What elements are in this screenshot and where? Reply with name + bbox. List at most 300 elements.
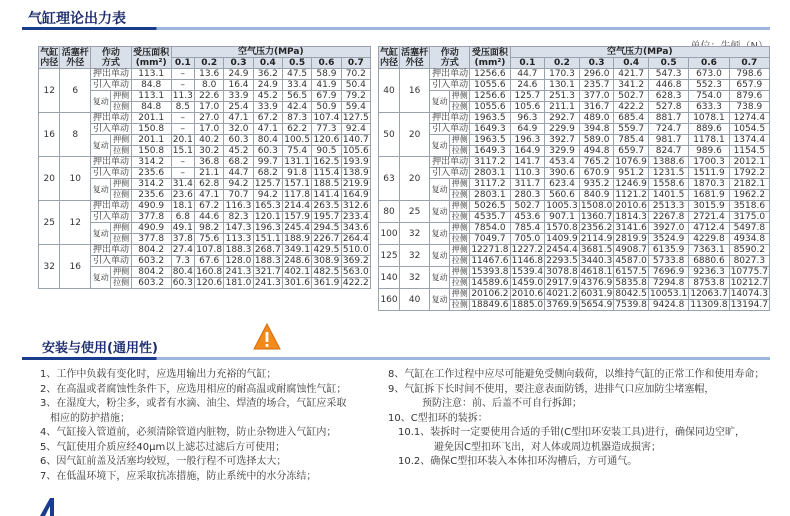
side-cell: 拉侧 [111,146,131,157]
force-value-cell: 453.4 [545,157,580,168]
force-value-cell: 2182.1 [729,179,769,190]
force-value-cell: 47.1 [253,124,282,135]
force-value-cell: 3175.0 [729,212,769,223]
side-cell: 拉侧 [450,278,470,289]
area-cell: 150.8 [131,124,171,135]
force-value-cell: 90.5 [312,146,341,157]
force-value-cell: 2454.4 [546,245,578,255]
force-value-cell: 989.6 [689,146,729,157]
area-cell: 201.1 [131,113,171,124]
force-value-cell: 91.8 [282,168,311,179]
force-value-cell: 312.6 [342,201,369,211]
area-cell: 1055.6 [470,80,510,91]
force-value-cell: 2293.5 [546,256,578,266]
rod-cell: 12 [60,201,91,245]
area-cell: 235.6 [131,168,171,179]
area-cell: 1649.3 [470,124,510,135]
force-value-cell: 1700.3 [689,157,729,168]
force-value-cell: 2917.9 [546,278,578,288]
force-value-cell: 1539.4 [511,267,544,277]
force-value-cell: 935.2 [579,179,614,190]
rod-cell: 20 [400,113,430,157]
force-value-cell: 1154.5 [729,146,769,157]
force-value-cell: 41.9 [312,80,341,91]
table-row [379,157,770,168]
force-value-cell: 44.7 [510,69,545,80]
force-value-cell: – [171,69,194,80]
header-mode-line: 方式 [440,57,459,68]
force-value-cell: 1231.5 [648,168,688,179]
force-value-cell: – [171,124,194,135]
force-value-cell: 193.9 [342,157,369,167]
force-value-cell: 96.3 [510,113,545,124]
side-cell: 拉侧 [450,102,470,113]
side-cell: 拉侧 [111,278,131,289]
force-value-cell: 9424.8 [648,300,688,311]
force-value-cell: 1360.7 [580,212,613,222]
notes-left [40,368,370,484]
force-value-cell: 11309.8 [690,300,728,310]
force-value-cell: 36.2 [253,69,282,80]
force-value-cell: 94.2 [253,190,282,201]
table-row [379,69,770,80]
note-item: 6、因气缸前盖及活塞均较短，一般行程不可选择太大； [40,456,287,467]
force-value-cell: 30.2 [195,146,224,157]
rod-cell: 6 [60,69,91,113]
force-value-cell: 2267.8 [648,212,688,223]
area-cell: 1649.3 [470,146,510,157]
force-value-cell: 60.3 [224,135,253,146]
force-value-cell: 7294.8 [648,278,688,289]
mode-group-cell: 复动 [430,267,450,289]
force-value-cell: 27.0 [195,113,224,124]
side-cell: 拉侧 [450,256,470,267]
force-value-cell: 164.9 [342,190,369,200]
area-cell: 12271.8 [471,245,509,255]
bore-cell: 25 [39,201,60,245]
force-value-cell: 3078.8 [546,267,578,277]
side-cell: 拉侧 [450,146,470,157]
force-value-cell: 1146.8 [511,256,544,266]
rod-cell: 32 [400,267,430,289]
force-value-cell: 233.4 [342,212,369,222]
header-rod-line: 外径 [66,57,85,68]
area-cell: 1055.6 [470,102,510,113]
header-rod-line: 活塞杆 [401,47,429,58]
force-value-cell: 6031.9 [580,289,613,299]
force-value-cell: 33.9 [224,91,253,102]
force-value-cell: 120.1 [254,212,281,222]
force-value-cell: 2513.3 [648,201,688,212]
force-value-cell: 8.5 [171,102,194,113]
area-cell: 1256.6 [470,91,510,102]
area-cell: 490.9 [131,201,171,212]
header-pressure-value: 0.1 [171,58,194,69]
force-value-cell: 8027.3 [729,256,769,267]
force-value-cell: 110.3 [510,168,545,179]
side-cell: 拉侧 [450,190,470,201]
force-value-cell: 157.9 [284,212,310,222]
force-value-cell: 15.1 [172,146,193,156]
force-value-cell: 37.8 [172,234,193,244]
force-value-cell: 765.2 [579,157,614,168]
force-value-cell: 3440.3 [580,256,613,266]
force-value-cell: 547.3 [648,69,688,80]
mode-group-cell: 复动 [91,267,111,289]
force-value-cell: 3769.9 [546,300,578,310]
bore-cell: 50 [379,113,400,157]
table-row [379,245,770,256]
bore-cell: 140 [379,267,400,289]
mode-group-cell: 复动 [430,245,450,267]
side-cell: 拉侧 [111,234,131,245]
force-value-cell: 42.4 [282,102,311,113]
force-value-cell: 657.9 [729,80,769,91]
header-bore-line: 气缸 [40,47,59,58]
mode-cell: 押出单动 [430,69,470,80]
side-cell: 拉侧 [450,212,470,223]
header-bore [379,47,400,69]
force-value-cell: 559.7 [614,124,649,135]
force-value-cell: 1178.1 [689,135,729,146]
force-value-cell: 5497.8 [729,223,769,234]
force-value-cell: 7.3 [171,256,194,267]
header-row [39,47,371,58]
bore-cell: 40 [379,69,400,113]
force-value-cell: 120.6 [196,278,223,288]
force-value-cell: 981.7 [648,135,688,146]
area-cell: 2803.1 [470,168,510,179]
table-row [379,124,770,135]
force-value-cell: 248.6 [284,256,310,266]
header-rod [60,47,91,69]
force-value-cell: 62.2 [282,124,311,135]
title-underline [22,27,770,30]
force-value-cell: 3015.9 [689,201,729,212]
force-value-cell: 13.6 [195,69,224,80]
force-value-cell: 429.5 [313,245,340,255]
header-rod-line: 外径 [405,57,424,68]
header-pressure-value: 0.7 [729,58,769,69]
force-value-cell: 165.3 [254,201,281,211]
force-value-cell: 633.3 [689,102,729,113]
force-value-cell: 5733.8 [648,256,688,267]
force-value-cell: 67.2 [195,201,224,212]
force-value-cell: 422.2 [614,102,649,113]
force-value-cell: 50.4 [341,80,370,91]
rod-cell: 32 [400,245,430,267]
mode-group-cell: 复动 [430,223,450,245]
force-value-cell: 563.0 [342,267,369,277]
note-item: 4、气缸接入管道前，必须清除管道内脏物，防止杂物进入气缸内； [40,427,337,438]
side-cell: 拉侧 [450,300,470,311]
force-table-right [378,46,770,311]
table-row [39,113,371,124]
force-value-cell: 7539.8 [615,300,647,310]
force-value-cell: 738.9 [729,102,769,113]
area-cell: 377.8 [131,212,171,223]
force-value-cell: 241.3 [254,278,281,288]
force-value-cell: 628.3 [648,91,688,102]
force-value-cell: 1870.3 [689,179,729,190]
area-cell: 7049.7 [470,234,510,245]
force-value-cell: 4908.7 [615,245,647,255]
force-value-cell: 1121.2 [615,190,647,200]
force-value-cell: 754.0 [689,91,729,102]
rod-cell: 10 [60,157,91,201]
force-value-cell: 329.9 [545,146,580,157]
force-value-cell: 125.7 [254,179,281,189]
side-cell: 押侧 [111,135,131,146]
force-value-cell: 1076.9 [615,157,647,167]
area-cell: 113.1 [131,69,171,80]
mode-group-cell: 复动 [91,179,111,201]
force-value-cell: 226.7 [313,234,340,244]
force-value-cell: 1409.9 [546,234,578,244]
force-value-cell: 125.7 [510,91,545,102]
force-value-cell: 392.7 [545,135,580,146]
header-pressure-value: 0.2 [195,58,224,69]
force-value-cell: 11.3 [172,91,193,101]
force-value-cell: 1274.4 [729,113,769,124]
force-value-cell: 245.4 [284,223,310,233]
side-cell: 押侧 [450,135,470,146]
mode-cell: 押出单动 [91,157,132,168]
force-value-cell: 64.9 [510,124,545,135]
force-value-cell: 6157.5 [615,267,647,277]
force-value-cell: 195.7 [313,212,340,222]
force-value-cell: 3518.6 [729,201,769,212]
area-cell: 4535.7 [470,212,510,223]
title-bar [22,8,770,30]
force-value-cell: 8590.2 [729,245,769,256]
force-value-cell: 120.6 [313,135,340,145]
bore-cell: 80 [379,201,400,223]
force-value-cell: 241.3 [225,267,252,277]
force-value-cell: 3524.9 [648,234,688,245]
mode-group-cell: 复动 [430,91,450,113]
brand-logo-icon [38,496,58,516]
note-item: 1、工作中负载有变化时，应选用输出力充裕的气缸； [40,369,277,380]
mode-cell: 引入单动 [91,124,132,135]
force-value-cell: 22.6 [195,91,224,102]
force-value-cell: 4229.8 [689,234,729,245]
force-value-cell: 47.5 [282,69,311,80]
bore-cell: 63 [379,157,400,201]
force-value-cell: 3681.5 [580,245,613,255]
force-value-cell: 422.2 [342,278,369,288]
mode-group-cell: 复动 [91,91,111,113]
force-value-cell: 188.5 [313,179,340,189]
header-pressure: 空气压力(MPa) [171,47,370,58]
area-cell: 3117.2 [470,157,510,168]
force-value-cell: 9236.3 [689,267,729,278]
header-pressure-value: 0.4 [253,58,282,69]
force-value-cell: 1374.4 [729,135,769,146]
bore-cell: 32 [39,245,60,289]
force-value-cell: 321.7 [254,267,281,277]
force-value-cell: 798.6 [729,69,769,80]
area-cell: 84.8 [131,80,171,91]
header-bore [39,47,60,69]
force-value-cell: 489.0 [579,113,614,124]
side-cell: 拉侧 [111,190,131,201]
force-value-cell: 251.3 [545,91,580,102]
force-value-cell: 87.3 [282,113,311,124]
force-value-cell: 25.4 [224,102,253,113]
area-cell: 804.2 [131,245,171,256]
force-value-cell: 36.8 [195,157,224,168]
force-value-cell: 268.7 [254,245,281,255]
force-value-cell: 2819.9 [615,234,647,244]
force-value-cell: 181.0 [225,278,252,288]
force-value-cell: 560.6 [545,190,580,201]
note-item-continued: 预防注意：前、后盖不可自行拆卸； [422,398,582,409]
force-value-cell: 502.7 [510,201,545,212]
force-value-cell: 394.8 [579,124,614,135]
force-value-cell: 157.1 [284,179,310,189]
force-value-cell: 552.3 [689,80,729,91]
mode-cell: 引入单动 [91,256,132,267]
force-value-cell: 33.9 [253,102,282,113]
force-value-cell: 235.7 [579,80,614,91]
force-value-cell: 23.6 [172,190,193,200]
area-cell: 2803.1 [470,190,510,201]
rod-cell: 32 [400,223,430,245]
header-pressure-value: 0.5 [282,58,311,69]
force-value-cell: 670.9 [579,168,614,179]
mode-cell: 引入单动 [91,212,132,223]
force-value-cell: 402.1 [284,267,310,277]
side-cell: 押侧 [450,289,470,300]
force-value-cell: 113.3 [225,234,252,244]
force-value-cell: 10775.7 [730,267,768,277]
table-row [379,113,770,124]
area-cell: 603.2 [131,256,171,267]
side-cell: 押侧 [450,91,470,102]
force-value-cell: 1814.3 [615,212,647,222]
force-value-cell: 1570.8 [546,223,578,233]
force-value-cell: 80.4 [172,267,193,277]
force-value-cell: 164.9 [510,146,545,157]
force-value-cell: 361.9 [313,278,340,288]
force-value-cell: 141.4 [313,190,340,200]
force-value-cell: 1885.0 [511,300,544,310]
force-value-cell: 50.9 [312,102,341,113]
force-value-cell: 99.7 [253,157,282,168]
force-value-cell: 494.8 [579,146,614,157]
force-value-cell: 659.7 [614,146,649,157]
area-cell: 235.6 [131,190,171,201]
force-value-cell: 589.0 [579,135,614,146]
force-value-cell: 377.0 [579,91,614,102]
note-item: 2、在高温或者腐蚀性条件下，应选用相应的耐高温或耐腐蚀性气缸； [40,383,347,395]
header-bore-line: 内径 [380,57,399,68]
force-value-cell: 107.4 [313,113,340,123]
force-value-cell: 311.7 [510,179,545,190]
side-cell: 押侧 [450,179,470,190]
mode-cell: 引入单动 [91,80,132,91]
table-row [379,179,770,190]
force-value-cell: 17.0 [195,124,224,135]
force-value-cell: 1792.2 [729,168,769,179]
area-cell: 14589.6 [471,278,509,288]
area-cell: 314.2 [131,157,171,168]
area-cell: 377.8 [131,234,171,245]
area-cell: 603.2 [131,278,171,289]
header-pressure-value: 0.1 [510,58,545,69]
force-value-cell: 70.7 [224,190,253,201]
header-pressure: 空气压力(MPa) [510,47,769,58]
force-value-cell: 1459.0 [511,278,544,288]
force-value-cell: 6880.6 [689,256,729,267]
table-row [39,245,371,256]
force-value-cell: 188.3 [254,256,281,266]
force-value-cell: 105.6 [342,146,369,156]
force-table-left [38,46,371,289]
mode-cell: 引入单动 [91,168,132,179]
area-cell: 314.2 [131,179,171,190]
header-mode [430,47,470,69]
force-value-cell: 16.4 [224,80,253,91]
force-value-cell: 162.5 [313,157,340,167]
rod-cell: 16 [400,69,430,113]
side-cell: 拉侧 [111,102,131,113]
force-value-cell: 219.9 [342,179,369,189]
table-row [39,157,371,168]
force-value-cell: 130.1 [545,80,580,91]
page-title: 气缸理论出力表 [28,11,126,27]
force-value-cell: 1511.9 [689,168,729,179]
force-value-cell: 49.1 [172,223,193,233]
header-area [131,47,171,69]
force-value-cell: 785.4 [614,135,649,146]
force-value-cell: 510.0 [342,245,369,255]
note-subitem: 10.1、装拆时一定要使用合适的手钳(C型扣环安装工具)进行，确保同边空旷， [398,427,746,438]
header-pressure-value: 0.2 [545,58,580,69]
header-pressure-value: 0.3 [579,58,614,69]
note-item: 3、在湿度大，粉尘多，或者有水滴、油尘、焊渣的场合，气缸应采取 [40,398,347,409]
note-item: 5、气缸使用介质应经40μm以上滤芯过滤后方可使用； [40,441,286,453]
force-value-cell: 128.0 [225,256,252,266]
table-row [39,201,371,212]
force-value-cell: 98.2 [195,223,224,234]
force-value-cell: 77.3 [312,124,341,135]
mode-cell: 引入单动 [430,80,470,91]
force-value-cell: 4376.9 [580,278,613,288]
side-cell: 押侧 [111,91,131,102]
force-value-cell: 47.1 [195,190,224,201]
header-mode-line: 作动 [101,47,120,58]
force-value-cell: 1962.2 [729,190,769,201]
note-item: 7、在低温环境下，应采取抗冻措施，防止系统中的水分冻结； [40,470,317,482]
force-value-cell: 264.4 [342,234,369,244]
force-value-cell: 907.1 [545,212,580,223]
header-pressure-value: 0.6 [312,58,341,69]
area-cell: 1963.5 [470,113,510,124]
force-value-cell: 7363.1 [689,245,729,256]
force-value-cell: 75.4 [282,146,311,157]
force-value-cell: 292.7 [545,113,580,124]
note-item: 9、气缸拆下长时间不使用，要注意表面防锈，进排气口应加防尘堵塞帽， [388,383,715,395]
force-value-cell: 33.4 [282,80,311,91]
area-cell: 5026.5 [470,201,510,212]
table-row [39,69,371,80]
section-title: 安装与使用(通用性) [42,341,158,356]
force-value-cell: 4587.0 [615,256,647,266]
mode-group-cell: 复动 [430,135,450,157]
force-value-cell: 67.9 [312,91,341,102]
